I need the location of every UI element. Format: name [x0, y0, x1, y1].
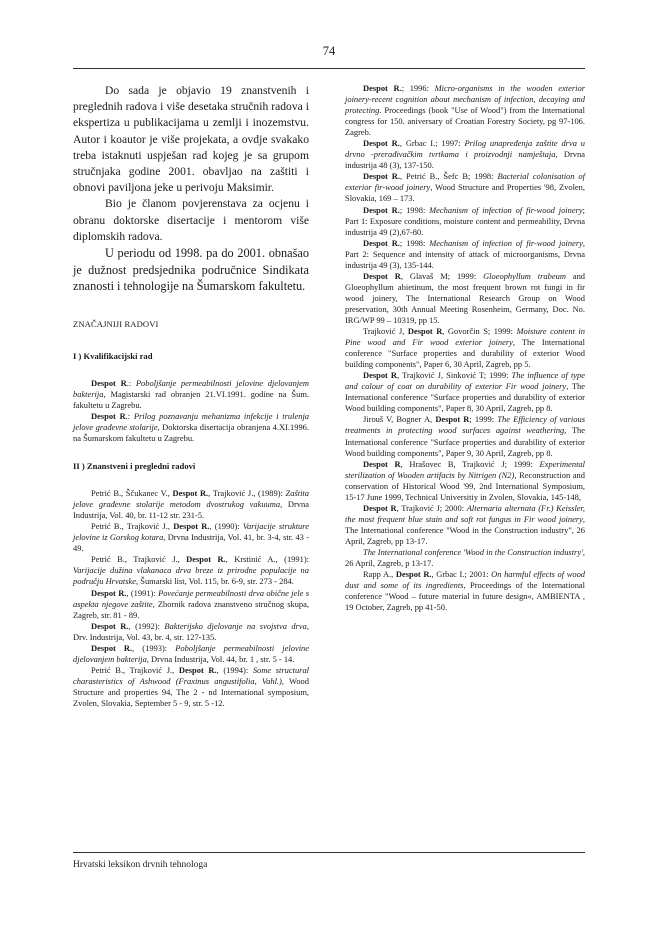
reference-entry: [345, 459, 585, 503]
reference-author-highlight: Despot R: [363, 270, 401, 281]
reference-author-highlight: Despot R.: [172, 488, 209, 499]
page-number: 74: [322, 44, 336, 58]
reference-year: , Trajković J, Sinković T; 1999:: [397, 370, 512, 381]
reference-entry: [73, 665, 309, 709]
reference-entry: [73, 621, 309, 643]
reference-title: Poboljšanje permeabilnosti jelovine djelovanjem bakterija: [73, 377, 309, 399]
reference-entry: [73, 411, 309, 444]
reference-author-highlight: Despot R.: [178, 664, 217, 675]
reference-authors: Petrić B., Trajković J.,: [91, 521, 174, 532]
reference-title: The Efficiency of various treatments in protecting wood surfaces against weathering: [345, 414, 585, 436]
reference-authors: Petrić B., Trajković J.,: [91, 664, 179, 675]
reference-title: Alternaria alternata (Fr.) Keissler, the most frequent blue stain and soft rot fungus in Fir wood joinery: [345, 502, 585, 524]
reference-year: , Trajković J; 2000:: [396, 502, 467, 513]
references-list: [345, 83, 585, 613]
reference-source: , Drv. Industrija, Vol. 43, br. 4, str. 127-135.: [73, 620, 310, 642]
subsection-heading: II ) Znanstveni i pregledni radovi: [73, 461, 196, 472]
reference-source: . Proceedings (book "Use of Wood") from the International congress for 150. aniversary of Croatian Forestry Society, pg 97-106. Zagreb.: [345, 105, 585, 138]
reference-source: , Zbornik radova znanstveno stručnog skupa, Zagreb, str. 81 - 89.: [73, 598, 310, 620]
reference-source: , Wood Structure and properties 94, The 2 - nd International symposium, Zvolen, Slovakia, September 5 - 9, str. 5 -12.: [73, 675, 309, 708]
reference-year: .:: [126, 377, 136, 388]
reference-author-highlight: Despot R.: [395, 569, 432, 580]
reference-author-highlight: Despot R: [91, 377, 127, 388]
reference-title: The influence of type and colour of coat on durability of exterior Fir wood joinery: [345, 370, 585, 392]
reference-year: ; 1998:: [399, 204, 430, 215]
reference-title: Micro-organisms in the wooden exterior joinery-recent cognition about mechanism of infection, decaying and protecting: [345, 83, 585, 116]
reference-source: , Drvna industrija 48 (3), 137-150.: [345, 149, 585, 171]
reference-entry: [73, 488, 309, 521]
reference-year: , (1993):: [132, 642, 176, 653]
intro-paragraph: Do sada je objavio 19 znanstvenih i preglednih radova i više desetaka stručnih radova i ekspertiza u publikacijama u zemlji i inozemstvu. Autor i koautor je više projekata, a ovdje svakako treba istaknuti uspješan rad kojeg je sa grupom stručnjaka godine 2001. obavljao na zaštiti i obnovi paviljona jeke u perivoju Maksimir.: [73, 84, 309, 195]
reference-authors: Petrić B., Ščukanec V.,: [91, 488, 173, 499]
reference-entry: [345, 171, 585, 204]
reference-title: Gloeophyllum trabeum: [483, 270, 566, 281]
reference-year: .:: [125, 410, 134, 421]
reference-year: , Hrašovec B, Trajković J; 1999:: [400, 458, 540, 469]
reference-author-highlight: Despot R: [363, 502, 397, 513]
reference-year: , Glavaš M; 1999:: [400, 270, 484, 281]
reference-source: , Drvna Industrija, Vol. 41, br. 3-4, str. 43 - 49.: [73, 532, 309, 554]
reference-author-highlight: Despot R: [91, 410, 126, 421]
reference-title: Prilog unapređenja zaštite drva u drvno -prerađivačkim tvrtkama i proizvodnji namještaja: [345, 138, 585, 160]
intro-text: [73, 83, 309, 295]
reference-source: , Magistarski rad obranjen 21.VI.1991. godine na Šum. fakultetu u Zagrebu.: [73, 388, 309, 410]
reference-title: Zaštita jelove građevne stolarije metodom dvostrukog vakuuma: [73, 488, 309, 510]
reference-author-highlight: Despot R.: [91, 587, 127, 598]
reference-entry: [345, 271, 585, 326]
reference-source: , Proceedings of the International conference "Wood – future material in future design«, AMBIENTA , 19 October, Zagreb, pp 41-50.: [345, 580, 586, 613]
reference-title: Povećanje permeabilnosti drva obične jele s aspekta njegove zaštite: [73, 587, 309, 609]
reference-title: Mechanism of infection of fir-wood joinery: [429, 237, 583, 248]
reference-title: Bakterijsko djelovanje na svojstva drva: [164, 620, 307, 631]
reference-entry: [73, 643, 309, 665]
reference-year: ; 1996:: [401, 83, 435, 93]
intro-paragraph: Bio je članom povjerenstava za ocjenu i obranu doktorske disertacije i mentorom više diplomskih radova.: [73, 197, 309, 243]
reference-source: , Doktorska disertacija obranjena 4.XI.1996. na Šumarskom fakultetu u Zagrebu.: [73, 422, 309, 444]
reference-author-highlight: Despot R.: [363, 171, 400, 182]
reference-year: , (1990):: [209, 521, 243, 532]
reference-authors: Jirouš V, Bogner A,: [363, 414, 436, 425]
reference-source: , Drvna Industrija, Vol. 40, br. 11-12 str. 231-5.: [73, 499, 309, 521]
reference-author-highlight: Despot R: [435, 414, 470, 425]
reference-year: ; 1999:: [469, 414, 498, 425]
reference-title: On harmful effects of wood dust and some of its ingredients: [345, 569, 586, 591]
reference-entry: [345, 569, 585, 613]
reference-author-highlight: Despot R.: [363, 83, 402, 93]
reference-year: , Trajković J., (1989):: [208, 488, 286, 499]
reference-title: The International conference 'Wood in the Construction industry': [363, 546, 583, 557]
reference-source: , The International conference "Surface properties and durability of exterior Wood building components", Paper 8, 30 April, Zagreb, pp 8.: [345, 381, 586, 414]
reference-author-highlight: Despot R.: [363, 237, 400, 248]
reference-source: , Reconstruction and conservation of Historical Wood '99, 2nd International Symposium, 15-17 June 1999, Technical Universitiy in Zvolen, Slovakia, 145-148,: [345, 469, 585, 502]
reference-authors: Rapp A.,: [363, 569, 396, 580]
reference-source: , The International conference "Surface properties and durability of exterior Wood building components", Paper 6, 30 April, Zagreb, pp 5.: [345, 337, 586, 370]
right-column: [345, 83, 585, 613]
intro-paragraph: U periodu od 1998. pa do 2001. obnašao je dužnost predsjednika područnice Sindikata znanosti i tehnologije na Šumarskom fakultetu.: [73, 246, 309, 294]
reference-author-highlight: Despot R.: [91, 620, 129, 631]
reference-author-highlight: Despot R: [407, 326, 443, 337]
reference-author-highlight: Despot R.: [91, 642, 133, 653]
reference-source: , Part 2: Sequence and intensity of attack of microorganisms, Drvna industrija 49 (3), 135-144.: [345, 237, 585, 270]
reference-title: Moisture content in Pine wood and Fir wood exterior joinery: [345, 326, 585, 348]
reference-title: Varijacije strukture jelovine iz Gorskog kotara: [73, 521, 309, 543]
subsection-heading: I ) Kvalifikacijski rad: [73, 350, 153, 361]
reference-entry: [345, 83, 585, 138]
reference-author-highlight: Despot R: [363, 370, 398, 381]
scientific-papers-list: [73, 488, 309, 709]
reference-entry: [345, 547, 585, 569]
reference-year: , (1994):: [216, 664, 253, 675]
reference-title: Poboljšanje permeabilnosti jelovine djelovanjem bakterija: [73, 642, 309, 664]
reference-year: , Grbac I.; 2001:: [431, 569, 492, 580]
left-column: [73, 83, 309, 709]
reference-entry: [345, 503, 585, 547]
reference-author-highlight: Despot R.: [173, 521, 210, 532]
reference-entry: [345, 414, 585, 458]
reference-year: , (1991):: [126, 587, 159, 598]
reference-year: , Krstinić A., (1991):: [225, 554, 309, 565]
reference-source: , The International conference "Wood in the Construction industry", 26 April, Zagreb, pp 13-17.: [345, 513, 585, 546]
reference-source: ; Part 1: Exposure conditions, moisture content and permeability, Drvna industrija 49 (2),67-80.: [345, 204, 585, 237]
reference-author-highlight: Despot R.: [186, 554, 226, 565]
reference-year: , Govorčin S; 1999:: [442, 326, 517, 337]
reference-entry: [345, 370, 585, 414]
reference-entry: [73, 521, 309, 554]
reference-authors: Petrić B., Trajković J.,: [91, 554, 187, 565]
reference-title: Varijacije dužina vlakanaca drva breze iz prirodne populacije na području Hrvatske: [73, 565, 309, 587]
reference-entry: [345, 326, 585, 370]
qualification-list: [73, 378, 309, 444]
reference-title: Mechanism of infection of fir-wood joinery: [429, 204, 583, 215]
reference-entry: [345, 205, 585, 238]
reference-title: Prilog poznavanju mehanizma infekcije i trulenja jelove građevne stolarije: [73, 410, 310, 432]
reference-source: , 26 April, Zagreb, p 13-17.: [345, 546, 585, 569]
reference-source: , Wood Structure and Properties '98, Zvolen, Slovakia, 169 – 173.: [345, 182, 585, 204]
section-heading: ZNAČAJNIJI RADOVI: [73, 318, 159, 329]
reference-source: , The International conference "Surface properties and durability of exterior Wood building components", Paper 9, 30 April, Zagreb, pp 8.: [345, 425, 585, 458]
reference-author-highlight: Despot R.: [363, 138, 400, 149]
footer-rule: [73, 852, 585, 853]
reference-title: Bacterial colonisation of exterior fir-wood joinery: [345, 171, 585, 193]
reference-source: and Gloeophyllum abietinum, the most frequent brown rot fungi in fir wood joinery, The International Research Group on Wood preservation, 30th Annual Meeting Rosenheim, Germany, Doc. No. IRG/WP 99 – 10319, pp 15.: [345, 270, 586, 325]
reference-entry: [73, 378, 309, 411]
header-rule: [73, 68, 585, 69]
reference-title: Some structural charasteristics of Ashwood (Fraxinus angustifolia, Vahl.): [73, 664, 310, 686]
reference-year: , (1992):: [128, 620, 165, 631]
footer-text: Hrvatski leksikon drvnih tehnologa: [73, 860, 208, 870]
reference-year: ; 1998:: [399, 237, 430, 248]
reference-authors: Trajković J,: [363, 326, 408, 337]
reference-year: , Petrić B., Šefc B; 1998:: [399, 171, 498, 182]
reference-year: , Grbac I.; 1997:: [399, 138, 465, 149]
reference-entry: [73, 588, 309, 621]
reference-entry: [345, 238, 585, 271]
reference-entry: [73, 554, 309, 587]
reference-source: , Drvna Industrija, Vol. 44, br. 1 , str. 5 - 14.: [146, 653, 295, 664]
reference-title: Experimental sterilization of Wooden artifacts by Nitrigen (N2): [345, 458, 585, 480]
reference-entry: [345, 138, 585, 171]
reference-author-highlight: Despot R: [363, 458, 401, 469]
reference-author-highlight: Despot R.: [363, 204, 400, 215]
reference-source: , Šumarski list, Vol. 115, br. 6-9, str. 273 - 284.: [136, 576, 294, 587]
